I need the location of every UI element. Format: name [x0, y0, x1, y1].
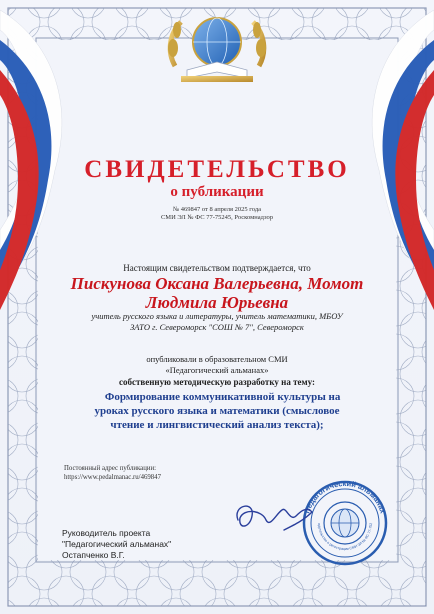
author-position-line-1: учитель русского языка и литературы, учитель математики, МБОУ	[91, 311, 343, 321]
confirmation-text: Настоящим свидетельством подтверждается, что	[123, 263, 311, 273]
topic-line-3: чтение и лингвистический анализ текста);	[110, 419, 324, 431]
author-name-line-1: Пискунова Оксана Валерьевна, Момот	[70, 274, 364, 293]
author-name-line-2: Людмила Юрьевна	[145, 293, 289, 312]
project-head-org: "Педагогический альманах"	[62, 539, 172, 549]
svg-text:Свидетельство о регистрации СМ: идетельство о регистрации СМИ ЭЛ № ФС 77-752	[316, 522, 374, 552]
media-registration: СМИ ЭЛ № ФС 77-75245, Роскомнадзор	[160, 214, 274, 221]
author-position-line-2: ЗАТО г. Североморск "СОШ № 7", Североморск	[130, 322, 304, 332]
certificate-subtitle: о публикации	[170, 184, 264, 200]
published-in-text: опубликовали в образовательном СМИ	[146, 354, 288, 364]
topic-line-1: Формирование коммуникативной культуры на	[99, 391, 335, 403]
own-work-text: собственную методическую разработку на тему:	[118, 377, 315, 387]
address-label: Постоянный адрес публикации:	[64, 465, 157, 472]
journal-name: «Педагогический альманах»	[165, 365, 269, 375]
project-head-title: Руководитель проекта	[62, 528, 151, 538]
certificate-title: СВИДЕТЕЛЬСТВО	[84, 156, 350, 183]
svg-text:Педагогический альманах: Педагогический альманах	[302, 478, 388, 515]
topic-line-2: уроках русского языка и математики (смысловое	[94, 405, 340, 417]
registration-number: № 469847 от 8 апреля 2025 года	[172, 206, 262, 213]
project-head-name: Остапченко В.Г.	[62, 550, 125, 560]
publication-url[interactable]: https://www.pedalmanac.ru/469847	[64, 474, 161, 481]
